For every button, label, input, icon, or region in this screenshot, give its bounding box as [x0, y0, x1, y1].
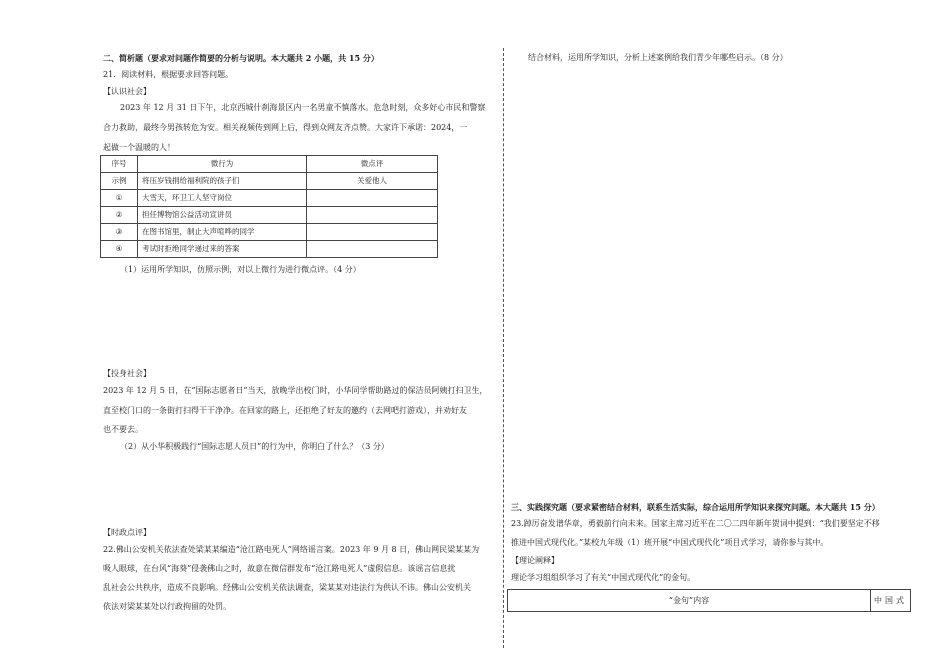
- table-cell: 在图书馆里，制止大声喧哗的同学: [138, 224, 307, 241]
- q22-line-1: 22.佛山公安机关依法查处梁某某编造“沧江路电死人”网络谣言案。2023 年 9 月 8 日，佛山网民梁某某为: [103, 545, 480, 554]
- table-cell: 将压岁钱捐给福利院的孩子们: [138, 173, 307, 190]
- lilun-line: 理论学习组组织学习了有关“中国式现代化”的金句。: [511, 573, 696, 582]
- q23-line-2: 推进中国式现代化。”某校九年级（1）班开展“中国式现代化”项目式学习，请你参与其中。: [511, 538, 829, 547]
- q22-line-3: 乱社会公共秩序，造成不良影响。经佛山公安机关依法调查，梁某某对违法行为供认不讳。佛山公安机关: [103, 583, 471, 592]
- q22-line-2: 吸人眼球，在台风“海葵”侵袭佛山之时，故意在微信群发布“沧江路电死人”虚假信息。该谣言信息扰: [103, 564, 456, 573]
- answer-cell[interactable]: [307, 224, 438, 241]
- toushen-line-3: 也不要去。: [103, 425, 143, 434]
- table-cell: ④: [101, 241, 138, 258]
- table-row: [101, 241, 438, 258]
- q22-line-4: 依法对梁某某处以行政拘留的处罚。: [103, 602, 231, 611]
- shizheng-title: 【时政点评】: [103, 528, 151, 537]
- table-header-cell: 微点评: [307, 156, 438, 173]
- column-divider: [503, 48, 504, 648]
- q21-part2: （2）从小华积极践行“国际志愿人员日”的行为中，你明白了什么？（3 分）: [120, 442, 389, 451]
- table-row: [101, 190, 438, 207]
- q22-task: 结合材料，运用所学知识，分析上述案例给我们青少年哪些启示。（8 分）: [528, 53, 788, 62]
- lilun-title: 【理论阐释】: [511, 556, 559, 565]
- renshi-line-3: 起做一个温暖的人！: [103, 143, 175, 152]
- renshi-line-2: 合力救助，最终今男孩转危为安。相关视频传到网上后，得到众网友齐点赞。大家许下承诺：2024，一: [103, 123, 468, 132]
- section3-heading: 三、实践探究题（要求紧密结合材料，联系生活实际，综合运用所学知识来探究问题。本大题共 15 分）: [511, 502, 880, 512]
- table-row: [101, 173, 438, 190]
- golden-quote-header: “金句”内容: [508, 590, 871, 611]
- q21-intro: 21．阅读材料，根据要求回答问题。: [103, 70, 234, 79]
- golden-quote-table: [507, 589, 911, 612]
- table-cell: 示例: [101, 173, 138, 190]
- modernization-header: 中国式: [874, 596, 907, 605]
- table-header-cell: 微行为: [138, 156, 307, 173]
- toushen-title: 【投身社会】: [103, 369, 151, 378]
- table-header-cell: 序号: [101, 156, 138, 173]
- q23-line-1: 23.踔厉奋发谱华章，勇毅前行向未来。国家主席习近平在二〇二四年新年贺词中提到：“我们要坚定不移: [511, 519, 880, 528]
- q21-part1: （1）运用所学知识，仿照示例，对以上微行为进行微点评。（4 分）: [120, 265, 361, 274]
- table-cell: 担任博物馆公益活动宣讲员: [138, 207, 307, 224]
- table-row: [101, 207, 438, 224]
- answer-cell[interactable]: [307, 241, 438, 258]
- table-cell: 考试时拒绝同学递过来的答案: [138, 241, 307, 258]
- table-row: [101, 224, 438, 241]
- renshi-line-1: 2023 年 12 月 31 日下午，北京西城什刹海景区内一名男童不慎落水。危急时刻，众多好心市民和警察: [120, 103, 486, 112]
- table-cell: ③: [101, 224, 138, 241]
- table-cell: ②: [101, 207, 138, 224]
- table-cell: 大雪天，环卫工人坚守岗位: [138, 190, 307, 207]
- table-cell: ①: [101, 190, 138, 207]
- table-header-row: [101, 156, 438, 173]
- table-cell: 关爱他人: [307, 173, 438, 190]
- renshi-title: 【认识社会】: [103, 87, 151, 96]
- answer-cell[interactable]: [307, 207, 438, 224]
- answer-cell[interactable]: [307, 190, 438, 207]
- toushen-line-1: 2023 年 12 月 5 日，在“国际志愿者日”当天，放晚学出校门时，小华同学帮助路过的保洁员阿姨打扫卫生，: [103, 386, 488, 395]
- toushen-line-2: 直至校门口的一条街打扫得干干净净。在回家的路上，还拒绝了好友的邀约（去网吧打游戏），并劝好友: [103, 406, 467, 415]
- section2-heading: 二、简析题（要求对问题作简要的分析与说明。本大题共 2 小题，共 15 分）: [103, 53, 379, 63]
- micro-behavior-table: [100, 155, 438, 258]
